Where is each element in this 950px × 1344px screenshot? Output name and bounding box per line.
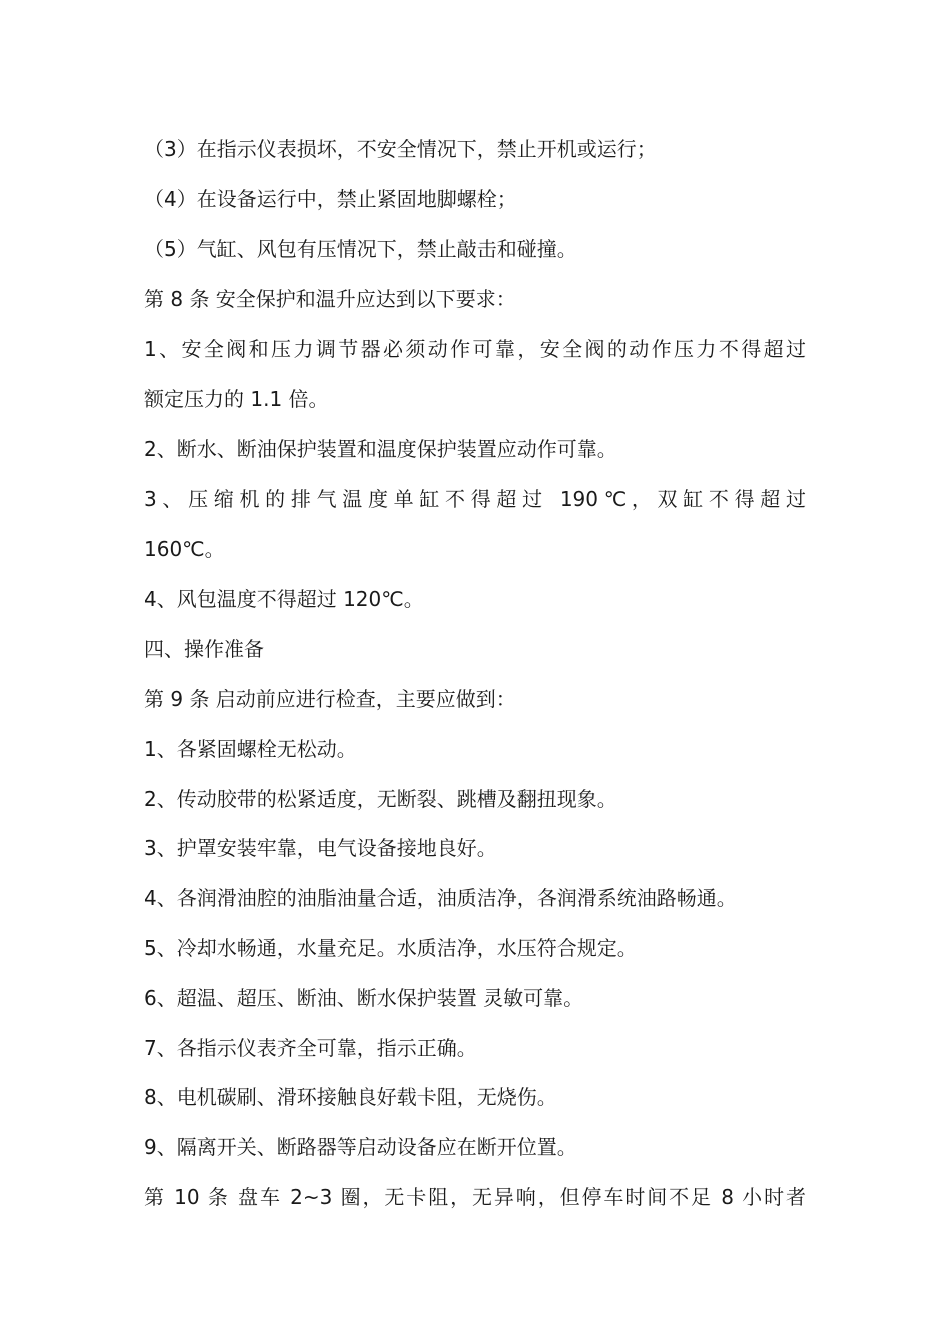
text-line-21: 9、隔离开关、断路器等启动设备应在断开位置。 [144, 1135, 577, 1159]
text-line-1: （3）在指示仪表损坏，不安全情况下，禁止开机或运行； [144, 137, 657, 161]
section-heading-4: 四、操作准备 [144, 637, 264, 661]
text-line-7: 2、断水、断油保护装置和温度保护装置应动作可靠。 [144, 437, 617, 461]
text-line-5: 1、安全阀和压力调节器必须动作可靠，安全阀的动作压力不得超过 [144, 337, 806, 361]
text-line-10: 4、风包温度不得超过 120℃。 [144, 587, 424, 611]
section-heading-article-8: 第 8 条 安全保护和温升应达到以下要求： [144, 287, 516, 311]
section-heading-article-10: 第 10 条 盘车 2~3 圈，无卡阻，无异响，但停车时间不足 8 小时者 [144, 1185, 806, 1209]
text-line-17: 5、冷却水畅通，水量充足。水质洁净，水压符合规定。 [144, 936, 637, 960]
text-line-19: 7、各指示仪表齐全可靠，指示正确。 [144, 1036, 477, 1060]
text-line-3: （5）气缸、风包有压情况下，禁止敲击和碰撞。 [144, 237, 577, 261]
text-line-9: 160℃。 [144, 537, 225, 561]
text-line-16: 4、各润滑油腔的油脂油量合适，油质洁净，各润滑系统油路畅通。 [144, 886, 737, 910]
text-line-2: （4）在设备运行中，禁止紧固地脚螺栓； [144, 187, 517, 211]
text-line-8: 3、压缩机的排气温度单缸不得超过 190℃，双缸不得超过 [144, 487, 806, 511]
text-line-13: 1、各紧固螺栓无松动。 [144, 737, 357, 761]
text-line-20: 8、电机碳刷、滑环接触良好载卡阻，无烧伤。 [144, 1085, 557, 1109]
text-line-15: 3、护罩安装牢靠，电气设备接地良好。 [144, 836, 497, 860]
text-line-18: 6、超温、超压、断油、断水保护装置 灵敏可靠。 [144, 986, 584, 1010]
text-line-14: 2、传动胶带的松紧适度，无断裂、跳槽及翻扭现象。 [144, 787, 617, 811]
section-heading-article-9: 第 9 条 启动前应进行检查，主要应做到： [144, 687, 516, 711]
text-line-6: 额定压力的 1.1 倍。 [144, 387, 329, 411]
